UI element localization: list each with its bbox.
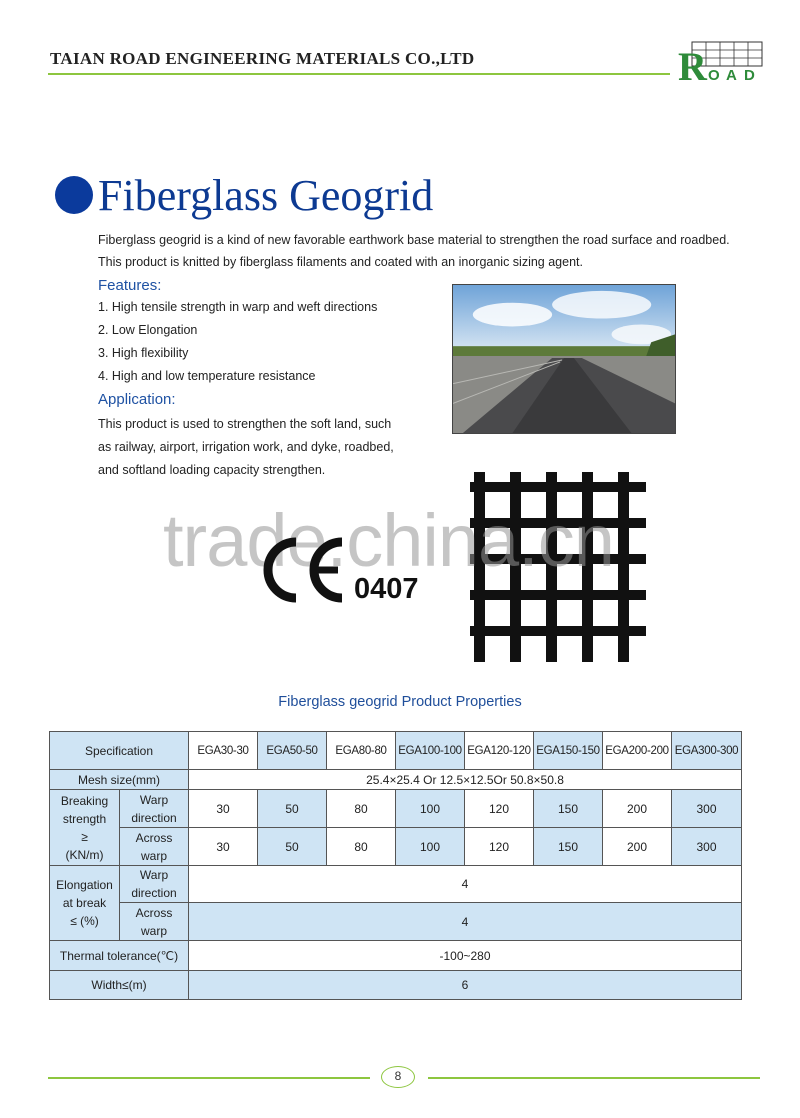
logo-letter-r: R: [678, 44, 707, 84]
footer-divider-left: [48, 1077, 370, 1079]
warp-direction-line: Warp: [139, 868, 169, 882]
thermal-value: -100~280: [189, 941, 742, 971]
value-cell: 80: [327, 790, 396, 828]
value-cell: 300: [672, 790, 742, 828]
watermark-text: trade.china.cn: [163, 499, 614, 582]
mesh-label: Mesh size(mm): [50, 770, 189, 790]
table-row: [50, 828, 742, 866]
value-cell: 120: [465, 828, 534, 866]
warp-direction-line: direction: [131, 886, 177, 900]
spec-cell: EGA30-30: [189, 732, 258, 770]
table-row: [50, 732, 742, 770]
width-value: 6: [189, 971, 742, 1000]
spec-cell: EGA80-80: [327, 732, 396, 770]
value-cell: 30: [189, 828, 258, 866]
header-divider: [48, 73, 670, 75]
logo-letter-a: A: [726, 67, 737, 84]
table-row: [50, 790, 742, 828]
mesh-value: 25.4×25.4 Or 12.5×12.5Or 50.8×50.8: [189, 770, 742, 790]
across-warp-line: Across: [135, 830, 173, 845]
warp-direction-label: [120, 790, 189, 828]
company-name: TAIAN ROAD ENGINEERING MATERIALS CO.,LTD: [50, 49, 475, 68]
spec-cell: EGA300-300: [672, 732, 742, 770]
value-cell: 100: [396, 828, 465, 866]
value-cell: 120: [465, 790, 534, 828]
value-cell: 30: [189, 790, 258, 828]
table-row: [50, 866, 742, 903]
application-line: and softland loading capacity strengthen.: [98, 463, 326, 477]
value-cell: 200: [603, 790, 672, 828]
page-title: Fiberglass Geogrid: [98, 171, 434, 220]
feature-item: 3. High flexibility: [98, 346, 189, 360]
footer-divider-right: [428, 1077, 760, 1079]
value-cell: 80: [327, 828, 396, 866]
elongation-label: [50, 866, 120, 941]
value-cell: 150: [534, 790, 603, 828]
table-row: [50, 903, 742, 941]
application-heading: Application:: [98, 391, 176, 408]
page-number: 8: [394, 1069, 402, 1083]
across-warp-line: warp: [141, 848, 168, 863]
spec-cell: EGA200-200: [603, 732, 672, 770]
across-warp-line: Across: [135, 905, 173, 920]
elongation-label-line: Elongation: [56, 878, 113, 892]
intro-line-1: Fiberglass geogrid is a kind of new favorable earthwork base material to strengthen the road surface and roadbed.: [98, 233, 730, 247]
table-row: [50, 941, 742, 971]
thermal-label: Thermal tolerance(℃): [50, 941, 189, 971]
value-cell: 100: [396, 790, 465, 828]
ce-mark-icon: [258, 528, 358, 608]
elongation-label-line: at break: [62, 896, 107, 910]
elongation-warp-value: 4: [189, 866, 742, 903]
table-row: [50, 971, 742, 1000]
elongation-label-line: ≤ (%): [70, 914, 99, 928]
road-photo: [452, 284, 676, 434]
spec-label: Specification: [50, 732, 189, 770]
across-warp-label: [120, 903, 189, 941]
breaking-label-line: ≥: [81, 829, 88, 844]
elongation-across-value: 4: [189, 903, 742, 941]
breaking-label: [50, 790, 120, 866]
width-label: Width≤(m): [50, 971, 189, 1000]
across-warp-line: warp: [141, 923, 168, 938]
value-cell: 150: [534, 828, 603, 866]
table-title: Fiberglass geogrid Product Properties: [278, 694, 522, 710]
value-cell: 50: [258, 790, 327, 828]
value-cell: 50: [258, 828, 327, 866]
across-warp-label: [120, 828, 189, 866]
value-cell: 200: [603, 828, 672, 866]
spec-cell: EGA150-150: [534, 732, 603, 770]
table-row: [50, 770, 742, 790]
warp-direction-label: [120, 866, 189, 903]
spec-cell: EGA120-120: [465, 732, 534, 770]
breaking-label-line: strength: [62, 811, 107, 826]
logo-letter-d: D: [744, 67, 755, 84]
product-properties-table: [49, 731, 742, 1000]
logo-letter-o: O: [708, 67, 720, 84]
feature-item: 4. High and low temperature resistance: [98, 369, 316, 383]
warp-direction-line: Warp: [139, 792, 169, 807]
application-line: This product is used to strengthen the soft land, such: [98, 417, 392, 431]
breaking-label-line: Breaking: [60, 793, 109, 808]
warp-direction-line: direction: [131, 810, 177, 825]
feature-item: 2. Low Elongation: [98, 323, 198, 337]
intro-line-2: This product is knitted by fiberglass filaments and coated with an inorganic sizing agent.: [98, 255, 583, 269]
spec-cell: EGA100-100: [396, 732, 465, 770]
title-bullet-icon: [55, 176, 93, 214]
features-heading: Features:: [98, 277, 162, 294]
feature-item: 1. High tensile strength in warp and weft directions: [98, 300, 378, 314]
road-logo: [678, 40, 768, 84]
breaking-label-line: (KN/m): [65, 847, 104, 862]
spec-cell: EGA50-50: [258, 732, 327, 770]
ce-certificate-number: 0407: [354, 573, 419, 605]
value-cell: 300: [672, 828, 742, 866]
application-line: as railway, airport, irrigation work, and dyke, roadbed,: [98, 440, 394, 454]
